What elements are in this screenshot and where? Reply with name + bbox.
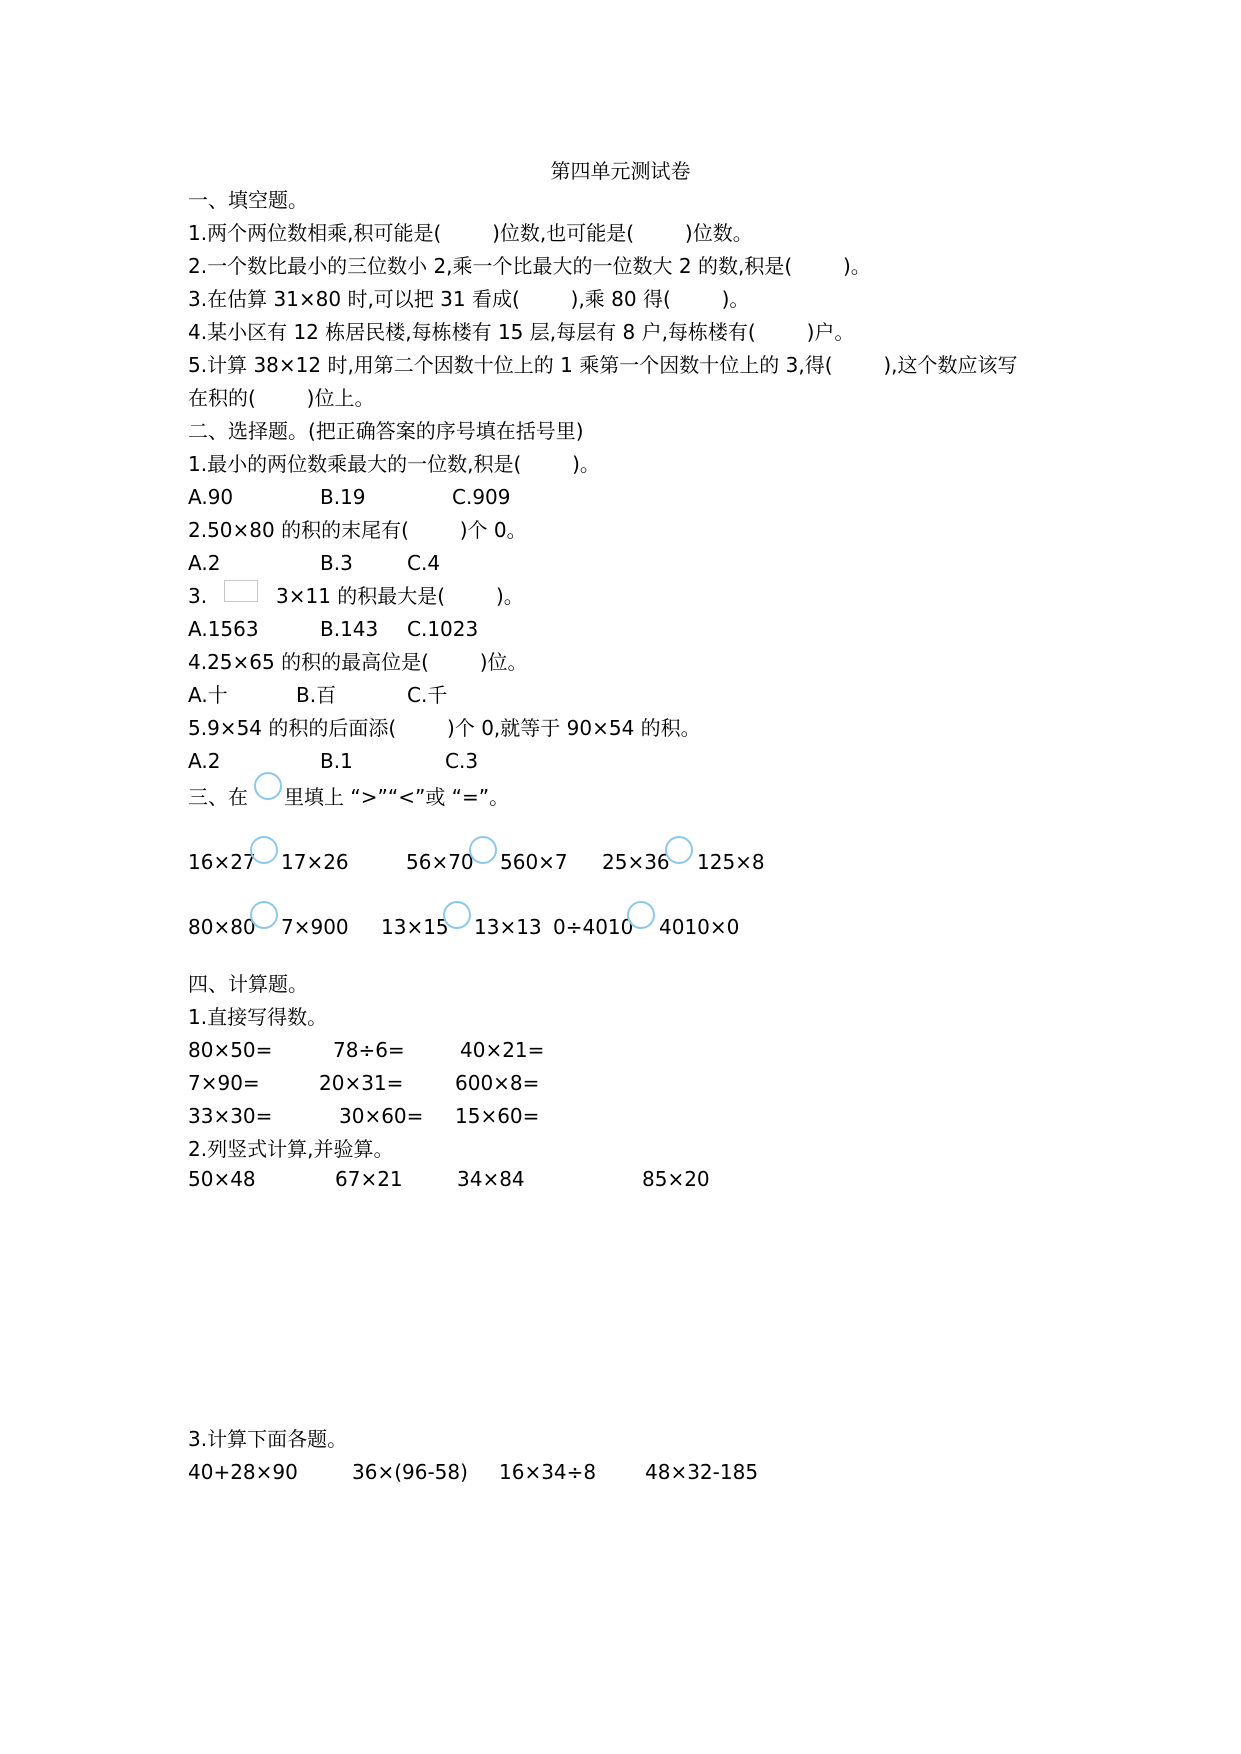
- s1-question-5-line-1: 5.计算 38×12 时,用第二个因数十位上的 1 乘第一个因数十位上的 3,得( ),这个数应该写: [188, 353, 1018, 377]
- compare-right: 13×13: [474, 915, 542, 939]
- compare-circle-icon: [254, 772, 282, 800]
- compare-circle[interactable]: [469, 836, 497, 864]
- s2-question-3-number: 3.: [188, 584, 208, 608]
- compare-left: 56×70: [406, 850, 474, 874]
- s2-q2-option-c: C.4: [407, 551, 441, 575]
- s1-question-5-line-2: 在积的( )位上。: [188, 386, 375, 410]
- oral-item: 80×50=: [188, 1038, 273, 1062]
- compare-left: 13×15: [381, 915, 449, 939]
- vertical-calc-item: 85×20: [642, 1167, 710, 1191]
- vertical-calc-item: 34×84: [457, 1167, 525, 1191]
- compare-left: 0÷4010: [553, 915, 634, 939]
- compare-right: 17×26: [281, 850, 349, 874]
- s2-q2-option-b: B.3: [320, 551, 353, 575]
- section-2-heading: 二、选择题。(把正确答案的序号填在括号里): [188, 419, 584, 443]
- s2-q4-option-a: A.十: [188, 683, 228, 707]
- mixed-calc-item: 36×(96-58): [352, 1460, 468, 1484]
- s1-question-2: 2.一个数比最小的三位数小 2,乘一个比最大的一位数大 2 的数,积是( )。: [188, 254, 871, 278]
- compare-right: 4010×0: [659, 915, 740, 939]
- s2-question-1: 1.最小的两位数乘最大的一位数,积是( )。: [188, 452, 600, 476]
- s1-question-1: 1.两个两位数相乘,积可能是( )位数,也可能是( )位数。: [188, 221, 753, 245]
- s2-q2-option-a: A.2: [188, 551, 221, 575]
- oral-item: 7×90=: [188, 1071, 260, 1095]
- blank-square: [224, 580, 258, 602]
- vertical-calc-item: 50×48: [188, 1167, 256, 1191]
- page-title: 第四单元测试卷: [550, 159, 691, 183]
- s2-question-5: 5.9×54 的积的后面添( )个 0,就等于 90×54 的积。: [188, 716, 701, 740]
- compare-circle[interactable]: [443, 901, 471, 929]
- oral-item: 20×31=: [319, 1071, 404, 1095]
- oral-item: 33×30=: [188, 1104, 273, 1128]
- s2-question-4: 4.25×65 的积的最高位是( )位。: [188, 650, 528, 674]
- s2-q1-option-a: A.90: [188, 485, 234, 509]
- s2-q3-option-c: C.1023: [407, 617, 479, 641]
- section-3-heading-part-1: 三、在: [188, 785, 248, 809]
- s2-question-2: 2.50×80 的积的末尾有( )个 0。: [188, 518, 527, 542]
- section-4-heading: 四、计算题。: [188, 972, 308, 996]
- s2-q4-option-b: B.百: [296, 683, 337, 707]
- oral-item: 15×60=: [455, 1104, 540, 1128]
- mixed-calc-item: 48×32-185: [645, 1460, 759, 1484]
- oral-item: 600×8=: [455, 1071, 540, 1095]
- s1-question-3: 3.在估算 31×80 时,可以把 31 看成( ),乘 80 得( )。: [188, 287, 750, 311]
- s2-q1-option-b: B.19: [320, 485, 366, 509]
- s2-q3-option-a: A.1563: [188, 617, 259, 641]
- compare-left: 25×36: [602, 850, 670, 874]
- compare-right: 125×8: [697, 850, 765, 874]
- s2-q5-option-b: B.1: [320, 749, 353, 773]
- compare-left: 16×27: [188, 850, 256, 874]
- s2-q5-option-c: C.3: [445, 749, 479, 773]
- oral-item: 40×21=: [460, 1038, 545, 1062]
- section-1-heading: 一、填空题。: [188, 188, 308, 212]
- compare-right: 560×7: [500, 850, 568, 874]
- compare-circle[interactable]: [250, 901, 278, 929]
- mixed-calc-item: 16×34÷8: [499, 1460, 597, 1484]
- s2-q5-option-a: A.2: [188, 749, 221, 773]
- s2-q3-option-b: B.143: [320, 617, 379, 641]
- compare-circle[interactable]: [627, 901, 655, 929]
- section-3-heading-part-2: 里填上 “>”“<”或 “=”。: [284, 785, 510, 809]
- compare-circle[interactable]: [665, 836, 693, 864]
- s4-part-2-heading: 2.列竖式计算,并验算。: [188, 1137, 394, 1161]
- s2-q4-option-c: C.千: [407, 683, 448, 707]
- s1-question-4: 4.某小区有 12 栋居民楼,每栋楼有 15 层,每层有 8 户,每栋楼有( )户。: [188, 320, 855, 344]
- s2-question-3-text: 3×11 的积最大是( )。: [276, 584, 524, 608]
- compare-left: 80×80: [188, 915, 256, 939]
- vertical-calc-item: 67×21: [335, 1167, 403, 1191]
- oral-item: 30×60=: [339, 1104, 424, 1128]
- compare-circle[interactable]: [250, 836, 278, 864]
- s4-part-1-heading: 1.直接写得数。: [188, 1005, 328, 1029]
- oral-item: 78÷6=: [333, 1038, 405, 1062]
- compare-right: 7×900: [281, 915, 349, 939]
- mixed-calc-item: 40+28×90: [188, 1460, 298, 1484]
- s4-part-3-heading: 3.计算下面各题。: [188, 1427, 348, 1451]
- s2-q1-option-c: C.909: [452, 485, 511, 509]
